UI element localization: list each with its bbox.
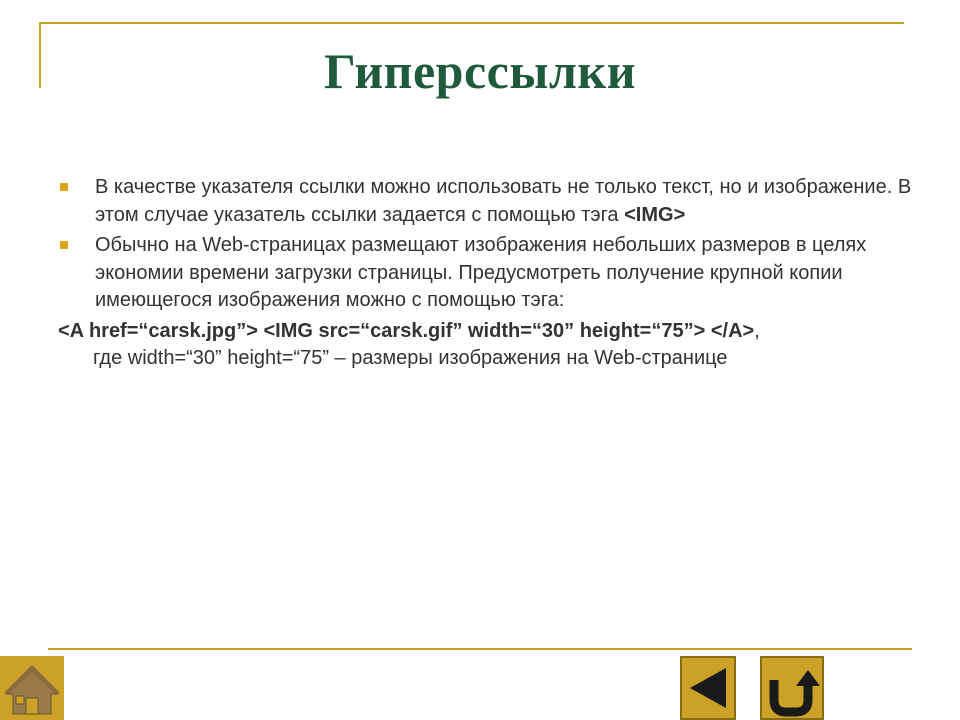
home-icon: [0, 656, 64, 720]
home-button[interactable]: [0, 656, 64, 720]
bullet-item: [60, 232, 920, 315]
return-button[interactable]: [760, 656, 824, 720]
bullet-marker: [60, 241, 68, 249]
slide-title: Гиперссылки: [323, 43, 637, 99]
back-button[interactable]: [680, 656, 736, 720]
bullet-item: [60, 174, 920, 229]
code-suffix: ,: [754, 319, 760, 342]
code-description: где width=“30” height=“75” – размеры изображения на Web-странице: [93, 347, 728, 369]
img-tag-text: <IMG>: [624, 203, 686, 226]
code-example: [58, 318, 920, 373]
frame-top-line: [39, 22, 904, 24]
bullet-text: Обычно на Web-страницах размещают изображения небольших размеров в целях экономии времени загрузки страницы. Предусмотреть получение крупной копии имеющегося изображения можно с помощью тэга:: [95, 234, 867, 311]
return-arrow-icon: [760, 656, 824, 720]
code-snippet: <A href=“carsk.jpg”> <IMG src=“carsk.gif” width=“30” height=“75”> </A>: [58, 319, 755, 342]
back-arrow-icon: [680, 656, 736, 720]
frame-bottom-line: [48, 648, 912, 650]
bullet-text: В качестве указателя ссылки можно использовать не только текст, но и изображение. В этом случае указатель ссылки задается с помощью тэга: [95, 176, 912, 226]
bullet-marker: [60, 183, 68, 191]
slide-content: [60, 174, 920, 373]
